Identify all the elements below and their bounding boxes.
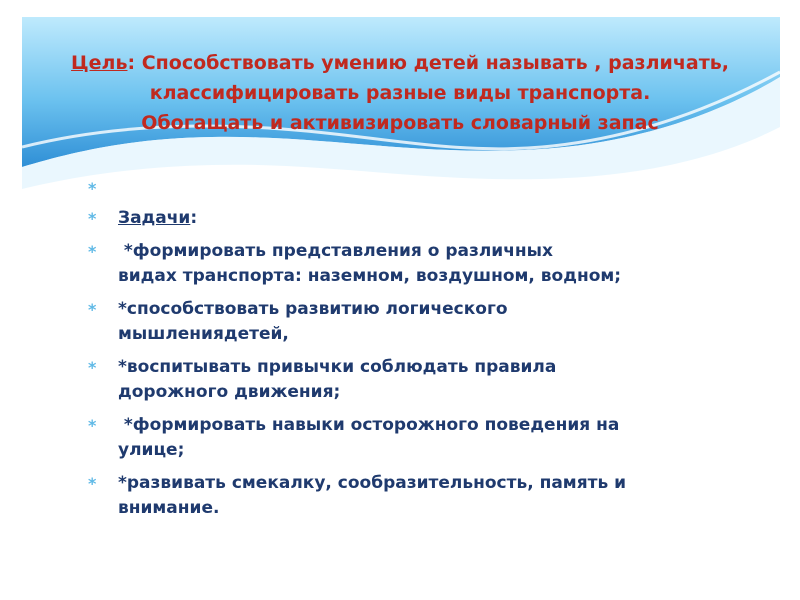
list-item-line-1: *способствовать развитию логического xyxy=(118,299,508,319)
title-line-1-text: : Способствовать умению детей называть , различать, xyxy=(127,52,729,74)
list-item xyxy=(88,413,698,463)
list-item xyxy=(88,297,698,347)
list-item-line-2: мышлениядетей, xyxy=(118,324,289,344)
list-item xyxy=(88,355,698,405)
list-item-line-2: видах транспорта: наземном, воздушном, водном; xyxy=(118,266,622,286)
title-line-1 xyxy=(30,48,770,78)
bullet-icon: * xyxy=(88,179,97,198)
tasks-label: Задачи xyxy=(118,208,191,228)
bullet-icon: * xyxy=(88,242,97,261)
list-item-line-1: *воспитывать привычки соблюдать правила xyxy=(118,357,557,377)
title-line-3: Обогащать и активизировать словарный запас xyxy=(141,112,659,134)
list-item-line-1: *формировать представления о различных xyxy=(118,241,553,261)
list-item-line-1: *формировать навыки осторожного поведения на xyxy=(118,415,620,435)
slide-title xyxy=(30,48,770,138)
list-item-line-1: *развивать смекалку, сообразительность, память и xyxy=(118,473,627,493)
list-item xyxy=(88,471,698,521)
list-item-tasks-heading xyxy=(88,206,698,231)
list-item xyxy=(88,239,698,289)
list-item-empty xyxy=(88,176,698,198)
list-item-line-2: улице; xyxy=(118,440,185,460)
bullet-icon: * xyxy=(88,416,97,435)
tasks-colon: : xyxy=(190,208,198,228)
list-item-line-2: внимание. xyxy=(118,498,220,518)
bullet-icon: * xyxy=(88,358,97,377)
bullet-icon: * xyxy=(88,474,97,493)
bullet-icon: * xyxy=(88,209,97,228)
list-item-line-2: дорожного движения; xyxy=(118,382,341,402)
title-line-2: классифицировать разные виды транспорта. xyxy=(149,82,651,104)
bullet-icon: * xyxy=(88,300,97,319)
title-lead: Цель xyxy=(71,52,128,74)
bullet-list xyxy=(88,176,698,529)
